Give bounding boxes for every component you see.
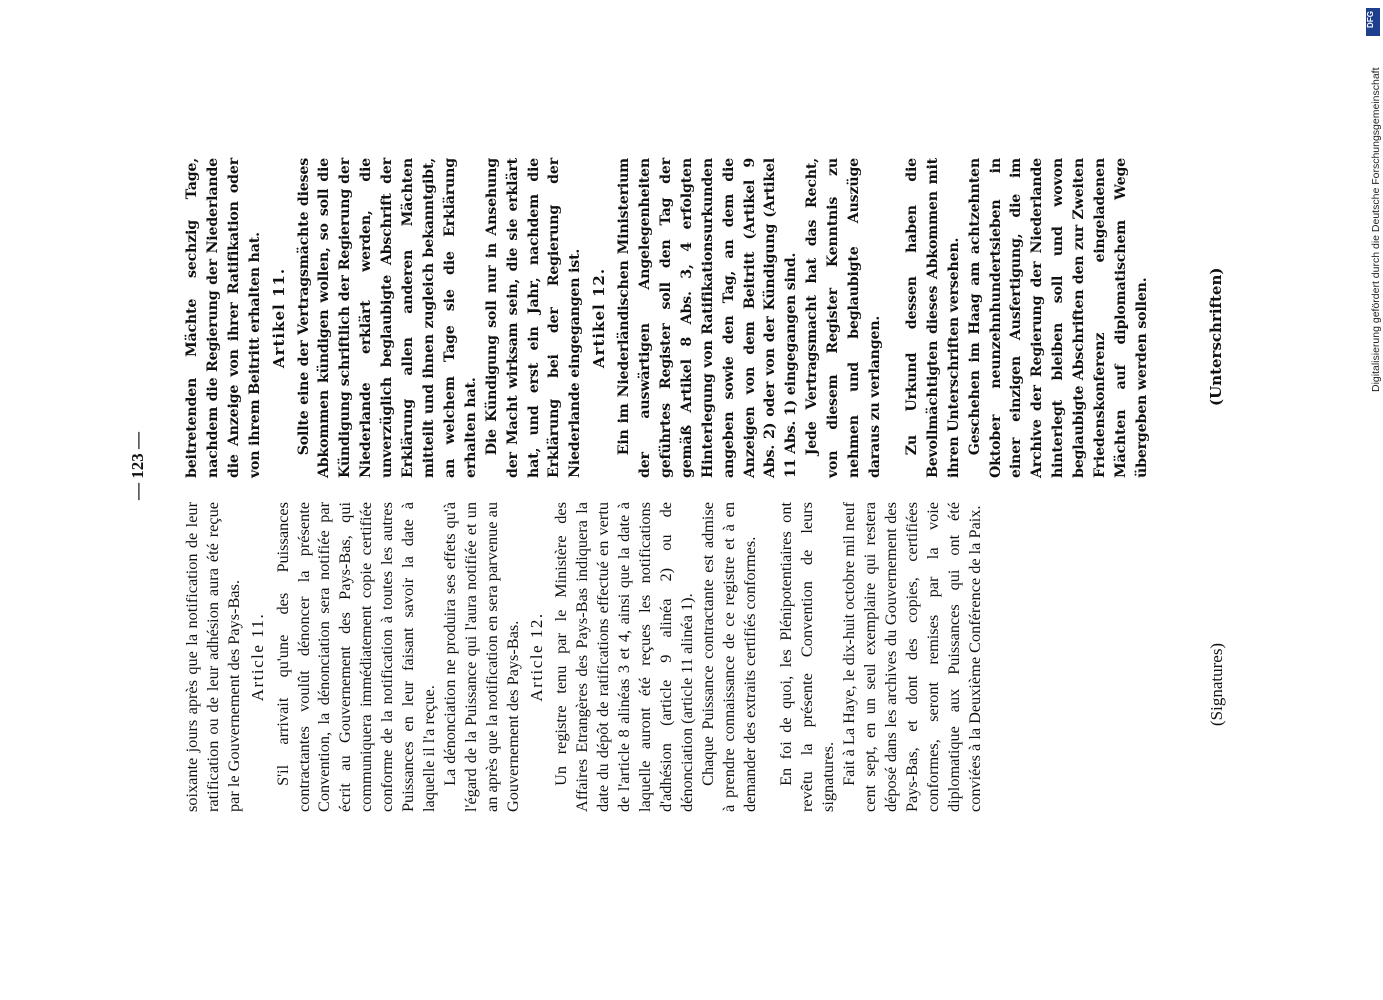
french-article-12-heading: Article 12.	[526, 612, 546, 702]
german-article-12-heading: Artikel 12.	[590, 267, 609, 369]
french-article-12-paragraph-2: Chaque Puissance contractante est admise à prendre connaissance de ce registre et à en demander des extraits certifiés conformes.	[697, 502, 759, 812]
german-article-11-heading: Artikel 11.	[269, 267, 288, 369]
dfg-logo	[1366, 8, 1380, 36]
french-signatures-label: (Signatures)	[1207, 642, 1226, 726]
german-article-11-paragraph-2: Die Kündigung soll nur in Ansehung der Macht wirksam sein, die sie erklärt hat, und erst ein Jahr, nachdem die Erklärung bei der Regierung der Niederlande eingegangen ist.	[483, 158, 584, 478]
french-article-11-paragraph-1: S'il arrivait qu'une des Puissances contractantes voulût dénoncer la présente Convention, la dénonciation sera notifiée par écrit au Gouvernement des Pays-Bas, qui communiquera immédiatement copie certifiée conforme de la notification à toutes les autres Puissances en leur faisant savoir la date à laquelle il l'a reçue.	[272, 502, 438, 812]
german-signatures-label: (Unterschriften)	[1207, 267, 1225, 406]
french-closing-paragraph-1: En foi de quoi, les Plénipotentiaires ont revêtu la présente Convention de leurs signatures.	[776, 502, 838, 812]
german-article-12-paragraph-1: Ein im Niederländischen Ministerium der auswärtigen Angelegenheiten geführtes Register soll den Tag der gemäß Artikel 8 Abs. 3, 4 erfolgten Hinterlegung von Ratifikationsurkunden angeben sowie den Tag, an dem die Anzeigen von dem Beitritt (Artikel 9 Abs. 2) oder von der Kündigung (Artikel 11 Abs. 1) eingegangen sind.	[616, 158, 800, 478]
german-continuation-text: beitretenden Mächte sechzig Tage, nachdem die Regierung der Niederlande die Anzeige von ihrer Ratifikation oder von ihrem Beitritt erhalten hat.	[184, 158, 263, 478]
german-column	[182, 158, 1153, 478]
page-number-header: — 123 —	[128, 432, 147, 500]
german-article-12-paragraph-2: Jede Vertragsmacht hat das Recht, von diesem Register Kenntnis zu nehmen und beglaubigte Auszüge daraus zu verlangen.	[804, 158, 883, 478]
french-article-12-paragraph-1: Un registre tenu par le Ministère des Affaires Etrangères des Pays-Bas indiquera la date du dépôt de ratifications effectué en vertu de l'article 8 alinéas 3 et 4, ainsi que la date à laquelle auront été reçues les notifications d'adhésion (article 9 alinéa 2) ou de dénonciation (article 11 alinéa 1).	[551, 502, 696, 812]
german-closing-paragraph-2: Geschehen im Haag am achtzehnten Oktober neunzehnhundertsieben in einer einzigen Ausfertigung, die im Archive der Regierung der Niederlande hinterlegt bleiben soll und wovon beglaubigte Abschriften den zur Zweiten Friedenskonferenz eingeladenen Mächten auf diplomatischem Wege übergeben werden sollen.	[966, 158, 1150, 478]
french-continuation-text: soixante jours après que la notification de leur ratification ou de leur adhésion aura été reçue par le Gouvernement des Pays-Bas.	[182, 502, 243, 812]
french-article-11-heading: Article 11.	[247, 612, 267, 702]
funding-credit-text: Digitalisierung gefördert durch die Deutsche Forschungsgemeinschaft	[1370, 67, 1382, 392]
german-closing-paragraph-1: Zu Urkund dessen haben die Bevollmächtigten dieses Abkommen mit ihren Unterschriften versehen.	[903, 158, 962, 478]
french-closing-paragraph-2: Fait à La Haye, le dix-huit octobre mil neuf cent sept, en un seul exemplaire qui restera déposé dans les archives du Gouvernement des Pays-Bas, et dont des copies, certifiées conformes, seront remises par la voie diplomatique aux Puissances qui ont été conviées à la Deuxième Conférence de la Paix.	[839, 502, 984, 812]
dfg-logo-text: DFG	[1365, 11, 1375, 28]
french-article-11-paragraph-2: La dénonciation ne produira ses effets qu'à l'égard de la Puissance qui l'aura notifiée et un an après que la notification en sera parvenue au Gouvernement des Pays-Bas.	[439, 502, 522, 812]
french-column	[182, 502, 986, 812]
german-article-11-paragraph-1: Sollte eine der Vertragsmächte dieses Abkommen kündigen wollen, so soll die Kündigung schriftlich der Regierung der Niederlande erklärt werden, die unverzüglich beglaubigte Abschrift der Erklärung allen anderen Mächten mitteilt und ihnen zugleich bekanntgibt, an welchem Tage sie die Erklärung erhalten hat.	[295, 158, 479, 478]
